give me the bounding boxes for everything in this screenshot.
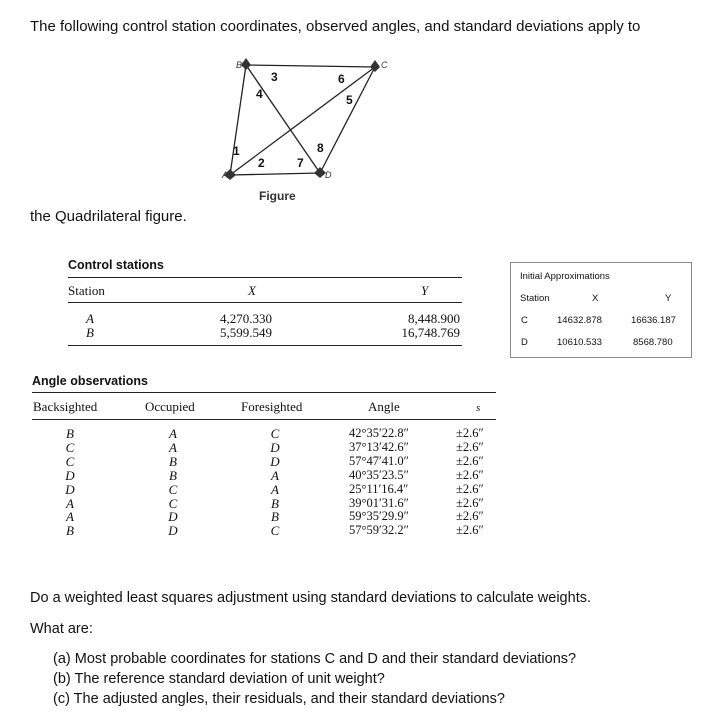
ia-station-c: C	[521, 315, 528, 326]
ia-header-x: X	[592, 293, 599, 304]
angle-header-foresighted: Foresighted	[241, 399, 303, 414]
table-row-fs: B	[271, 495, 279, 511]
table-row-fs: C	[270, 426, 280, 441]
ia-x-c: 14632.878	[557, 315, 602, 326]
occupied-column	[161, 427, 185, 538]
angle-label-5: 5	[346, 93, 353, 107]
table-row-s: ±2.6″	[456, 523, 484, 538]
table-row-fs: A	[271, 481, 279, 497]
table-row-bs: A	[66, 509, 74, 525]
table-row-occ: A	[169, 426, 177, 441]
control-stations-title: Control stations	[68, 258, 164, 272]
table-row-bs: C	[65, 439, 75, 455]
table-row-angle: 57°59′32.2″	[349, 523, 409, 538]
figure-point-a: A	[222, 170, 229, 180]
line-b-c	[246, 65, 375, 67]
angle-observations-title: Angle observations	[32, 374, 148, 388]
table-row-s: ±2.6″	[456, 426, 484, 440]
sd-column	[456, 427, 484, 538]
angle-label-2: 2	[258, 156, 265, 170]
line-a-d	[230, 173, 320, 175]
figure-caption: Figure	[259, 189, 296, 203]
table-row-bs: A	[66, 495, 74, 511]
table-row-s: ±2.6″	[456, 439, 484, 454]
angle-header-occupied: Occupied	[145, 399, 195, 414]
figure-point-d: D	[325, 170, 332, 180]
table-row-fs: D	[270, 453, 280, 469]
control-station-b: B	[86, 325, 94, 340]
control-y-a: 8,448.900	[408, 311, 460, 326]
control-x-b: 5,599.549	[220, 325, 272, 340]
initial-approximations-title: Initial Approximations	[520, 271, 610, 282]
table-row-fs: C	[270, 523, 280, 539]
table-row-occ: D	[168, 509, 178, 525]
table-row-bs: D	[65, 467, 75, 483]
table-row-angle: 25°11′16.4″	[349, 481, 409, 496]
control-table-bottom-rule	[68, 345, 462, 346]
table-row-angle: 39°01′31.6″	[349, 495, 409, 510]
table-row-s: ±2.6″	[456, 467, 484, 482]
table-row-angle: 57°47′41.0″	[349, 453, 409, 468]
angle-header-s: s	[476, 402, 481, 414]
ia-y-d: 8568.780	[633, 337, 673, 348]
table-row-bs: B	[66, 523, 74, 539]
angle-label-4: 4	[256, 87, 263, 101]
table-row-s: ±2.6″	[456, 495, 484, 510]
control-header-x: X	[248, 283, 256, 298]
table-row-occ: B	[169, 453, 177, 469]
question-item-a: (a) Most probable coordinates for stations C and D and their standard deviations?	[53, 651, 577, 667]
table-row-occ: C	[168, 481, 178, 497]
table-row-occ: D	[168, 523, 178, 539]
ia-header-station: Station	[520, 293, 550, 304]
angle-label-6: 6	[338, 72, 345, 86]
control-table-top-rule	[68, 277, 462, 278]
angle-label-7: 7	[297, 156, 304, 170]
table-row-angle: 40°35′23.5″	[349, 467, 409, 482]
table-row-occ: B	[169, 467, 177, 483]
line-b-a	[230, 65, 246, 175]
intro-line-2: the Quadrilateral figure.	[30, 208, 187, 225]
ia-x-d: 10610.533	[557, 337, 602, 348]
question-item-b: (b) The reference standard deviation of unit weight?	[53, 671, 385, 687]
table-row-angle: 37°13′42.6″	[349, 439, 409, 454]
table-row-fs: A	[271, 467, 279, 483]
figure-point-b: B	[236, 60, 243, 70]
table-row-angle: 42°35′22.8″	[349, 426, 409, 440]
angle-table-top-rule	[32, 392, 496, 393]
angle-label-3: 3	[271, 70, 278, 84]
ia-y-c: 16636.187	[631, 315, 676, 326]
station-b-marker	[241, 58, 251, 70]
table-row-bs: C	[65, 453, 75, 469]
angle-header-angle: Angle	[368, 399, 400, 414]
table-row-bs: B	[66, 426, 74, 441]
control-x-a: 4,270.330	[220, 311, 272, 326]
table-row-s: ±2.6″	[456, 481, 484, 496]
question-item-c: (c) The adjusted angles, their residuals, and their standard deviations?	[53, 691, 505, 707]
table-row-s: ±2.6″	[456, 453, 484, 468]
table-row-fs: D	[270, 439, 280, 455]
backsighted-column	[58, 427, 82, 538]
table-row-s: ±2.6″	[456, 509, 484, 524]
angle-table-header-rule	[32, 419, 496, 420]
control-header-y: Y	[421, 283, 429, 298]
angle-column	[349, 427, 409, 538]
angle-label-1: 1	[233, 144, 240, 158]
table-row-angle: 59°35′29.9″	[349, 509, 409, 524]
question-instruction: Do a weighted least squares adjustment using standard deviations to calculate weights.	[30, 590, 591, 606]
ia-station-d: D	[521, 337, 528, 348]
control-header-station: Station	[68, 283, 105, 298]
table-row-occ: C	[168, 495, 178, 511]
figure-point-c: C	[381, 60, 388, 70]
line-c-d	[320, 67, 375, 173]
ia-header-y: Y	[665, 293, 672, 304]
table-row-bs: D	[65, 481, 75, 497]
table-row-fs: B	[271, 509, 279, 525]
intro-line-1: The following control station coordinates, observed angles, and standard deviations apply to	[30, 18, 641, 35]
control-table-header-rule	[68, 302, 462, 303]
control-y-b: 16,748.769	[401, 325, 460, 340]
quadrilateral-figure	[220, 55, 400, 185]
control-station-a: A	[86, 311, 94, 326]
angle-header-backsighted: Backsighted	[33, 399, 98, 414]
foresighted-column	[263, 427, 287, 538]
question-what-are: What are:	[30, 621, 93, 637]
table-row-occ: A	[169, 439, 177, 455]
angle-label-8: 8	[317, 141, 324, 155]
